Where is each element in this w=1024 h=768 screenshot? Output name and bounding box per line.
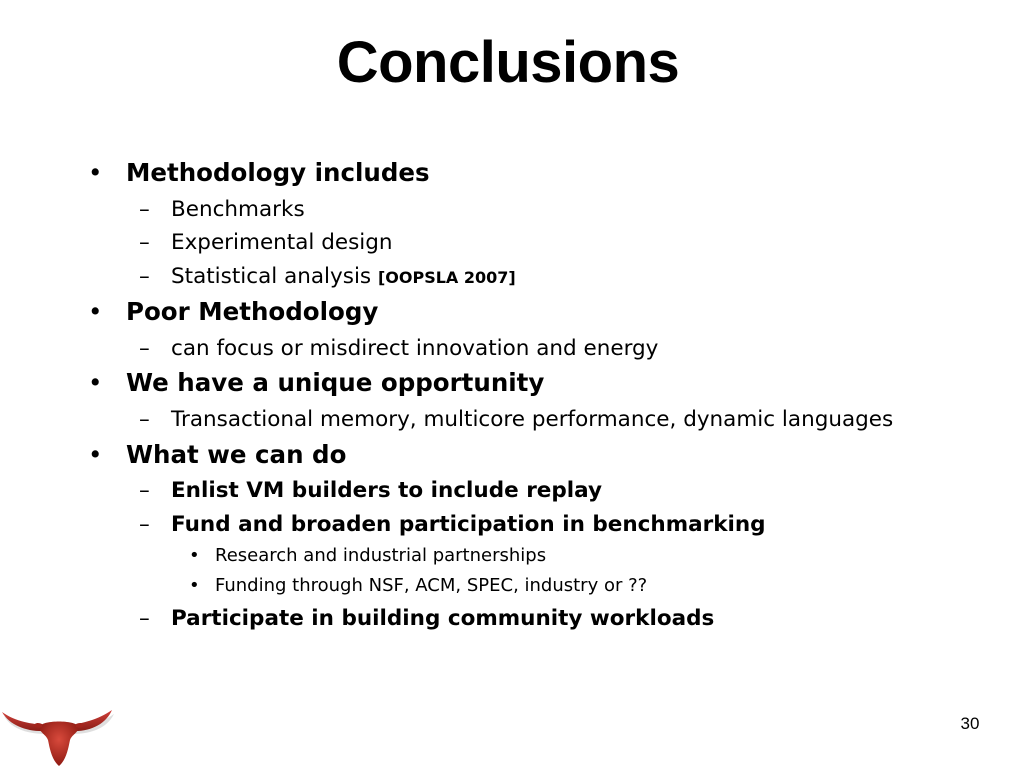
subsubitem-partnerships (189, 544, 547, 568)
subsubitem-text: Funding through NSF, ACM, SPEC, industry or ?? (215, 575, 648, 596)
subsubitem-funding (189, 574, 648, 598)
dash-marker: – (139, 264, 150, 289)
bullet-marker: • (88, 440, 103, 469)
subitem-text: Transactional memory, multicore performance, dynamic languages (171, 407, 894, 432)
dash-marker: – (139, 197, 150, 222)
subitem-text: Experimental design (171, 230, 393, 255)
bullet-what-we-can-do (88, 440, 347, 470)
subsubitem-text: Research and industrial partnerships (215, 545, 547, 566)
bullet-methodology-includes (88, 158, 430, 188)
bullet-text: What we can do (126, 440, 347, 469)
bullet-marker: • (88, 158, 103, 187)
dash-marker: – (139, 407, 150, 432)
citation-reference: [OOPSLA 2007] (377, 268, 516, 287)
dash-marker: – (139, 478, 150, 503)
subitem-statistical-analysis (139, 263, 516, 292)
subitem-text: Fund and broaden participation in benchmarking (171, 512, 766, 537)
subitem-text: can focus or misdirect innovation and energy (171, 336, 659, 361)
dash-marker: – (139, 512, 150, 537)
bullet-marker: • (88, 368, 103, 397)
dash-marker: – (139, 230, 150, 255)
longhorn-logo (0, 700, 118, 768)
subitem-experimental-design (139, 229, 393, 257)
subitem-benchmarks (139, 196, 305, 224)
bullet-text: Poor Methodology (126, 297, 379, 326)
subitem-transactional-memory (139, 406, 894, 434)
subitem-text: Statistical analysis (171, 264, 372, 289)
bullet-poor-methodology (88, 297, 379, 327)
subitem-fund-benchmarking (139, 511, 766, 539)
dash-marker: – (139, 336, 150, 361)
bullet-marker: • (189, 575, 200, 596)
page-number: 30 (960, 714, 980, 733)
subitem-community-workloads (139, 605, 715, 633)
bullet-marker: • (88, 297, 103, 326)
bullet-unique-opportunity (88, 368, 545, 398)
subitem-text: Participate in building community workloads (171, 606, 715, 631)
bullet-marker: • (189, 545, 200, 566)
bullet-text: Methodology includes (126, 158, 430, 187)
subitem-text: Enlist VM builders to include replay (171, 478, 602, 503)
subitem-misdirect-innovation (139, 335, 659, 363)
subitem-text: Benchmarks (171, 197, 305, 222)
slide-title: Conclusions (336, 30, 680, 95)
subitem-enlist-vm-builders (139, 477, 602, 505)
bullet-text: We have a unique opportunity (126, 368, 545, 397)
dash-marker: – (139, 606, 150, 631)
